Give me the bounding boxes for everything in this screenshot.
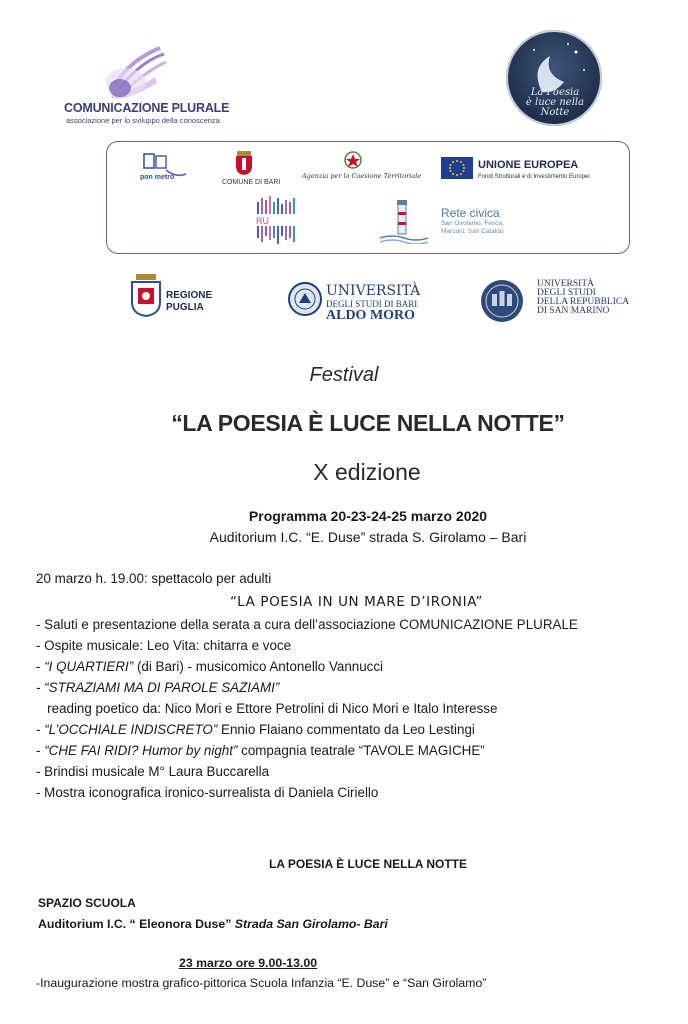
usm-line: DEGLI STUDI (537, 288, 596, 298)
usm-line: UNIVERSITÀ (537, 279, 594, 289)
program-item (36, 743, 485, 758)
rete-civica-title: Rete civica (441, 206, 500, 220)
item-prefix: - (36, 659, 45, 674)
uniba-seal-icon (287, 281, 323, 317)
item-text: compagnia teatrale “TAVOLE MAGICHE” (237, 743, 485, 758)
venue-name: Auditorium I.C. “ Eleonora Duse” (38, 917, 235, 931)
venue: Auditorium I.C. “E. Duse” strada S. Girolamo – Bari (209, 529, 527, 545)
cp-name: COMUNICAZIONE PLURALE (64, 101, 230, 115)
logo-word: nella (559, 97, 585, 108)
cp-subtitle: associazione per lo sviluppo della conoscenza (66, 116, 220, 125)
eu-subtitle: Fondi Strutturali e di Investimento Europei (478, 174, 590, 180)
rete-civica-line: Marconi, San Cataldo (441, 228, 504, 235)
item-title: “L’OCCHIALE INDISCRETO” (44, 722, 218, 737)
day1-heading: 20 marzo h. 19.00: spettacolo per adulti (36, 571, 272, 586)
eu-flag-icon (441, 157, 473, 179)
lighthouse-icon (380, 198, 430, 244)
program-item (36, 659, 383, 674)
uniba-name: ALDO MORO (326, 308, 416, 323)
item-text: Ennio Flaiano commentato da Leo Lestingi (217, 722, 475, 737)
school-venue (38, 917, 388, 931)
pon-metro-label: pon metro (140, 174, 175, 181)
rete-civica-subtitle (441, 220, 504, 236)
eu-title: UNIONE EUROPEA (478, 159, 579, 171)
usm-line: DI SAN MARINO (537, 306, 610, 316)
show-title: “LA POESIA IN UN MARE D’IRONIA” (230, 594, 483, 610)
item-title: “I QUARTIERI” (44, 659, 134, 674)
usm-seal-icon (479, 278, 525, 324)
logo-word: La (530, 87, 544, 98)
item-prefix: - (36, 722, 45, 737)
program-item: - Brindisi musicale M° Laura Buccarella (36, 764, 270, 779)
rete-urbana-icon (254, 194, 304, 246)
logo-word: Notte (540, 107, 570, 118)
program-item: - Mostra iconografica ironico-surrealista di Daniela Ciriello (36, 785, 379, 800)
program-dates: Programma 20-23-24-25 marzo 2020 (248, 508, 488, 524)
rete-civica-line: San Girolamo, Fesca, (441, 220, 504, 227)
item-text: (di Bari) - musicomico Antonello Vannucci (133, 659, 384, 674)
festival-title: “LA POESIA È LUCE NELLA NOTTE” (171, 410, 565, 436)
comune-bari-label: COMUNE DI BARI (222, 179, 281, 186)
regione-line: PUGLIA (166, 302, 204, 313)
program-item: reading poetico da: Nico Mori e Ettore Petrolini di Nico Mori e Italo Interesse (36, 701, 498, 716)
program-item (36, 722, 475, 737)
comune-bari-crest-icon (233, 150, 255, 176)
item-prefix: - (36, 743, 45, 758)
regione-line: REGIONE (166, 290, 213, 301)
edition-label: X edizione (313, 459, 421, 485)
item-title: “CHE FAI RIDI? Humor by night” (44, 743, 238, 758)
usm-label (537, 280, 629, 316)
logo-word: Poesia (546, 87, 580, 98)
spazio-scuola-heading: SPAZIO SCUOLA (38, 896, 136, 910)
venue-street: Strada San Girolamo- Bari (234, 917, 388, 931)
uniba-title: UNIVERSITÀ (326, 283, 421, 299)
program-item: - Saluti e presentazione della serata a cura dell’associazione COMUNICAZIONE PLURALE (36, 617, 578, 632)
agenzia-coesione-label: Agenzia per la Coesione Territoriale (302, 172, 422, 180)
regione-puglia-label (166, 290, 212, 314)
italian-emblem-icon (343, 150, 363, 172)
inauguration-item: -Inaugurazione mostra grafico-pittorica Scuola Infanzia “E. Duse” e “San Girolamo” (36, 976, 487, 990)
program-item: - “STRAZIAMI MA DI PAROLE SAZIAMI” (36, 680, 280, 695)
uniba-subtitle: DEGLI STUDI DI BARI (326, 299, 418, 309)
logo-word: è luce (525, 97, 557, 108)
date-23-march: 23 marzo ore 9.00-13.00 (179, 956, 318, 970)
section-heading: LA POESIA È LUCE NELLA NOTTE (268, 857, 467, 871)
festival-logo-text (520, 88, 590, 118)
program-item: - Ospite musicale: Leo Vita: chitarra e voce (36, 638, 292, 653)
usm-line: DELLA REPUBBLICA (537, 297, 630, 307)
svg-text:RU: RU (256, 216, 269, 226)
festival-label: Festival (309, 364, 379, 386)
regione-puglia-crest-icon (130, 272, 162, 318)
